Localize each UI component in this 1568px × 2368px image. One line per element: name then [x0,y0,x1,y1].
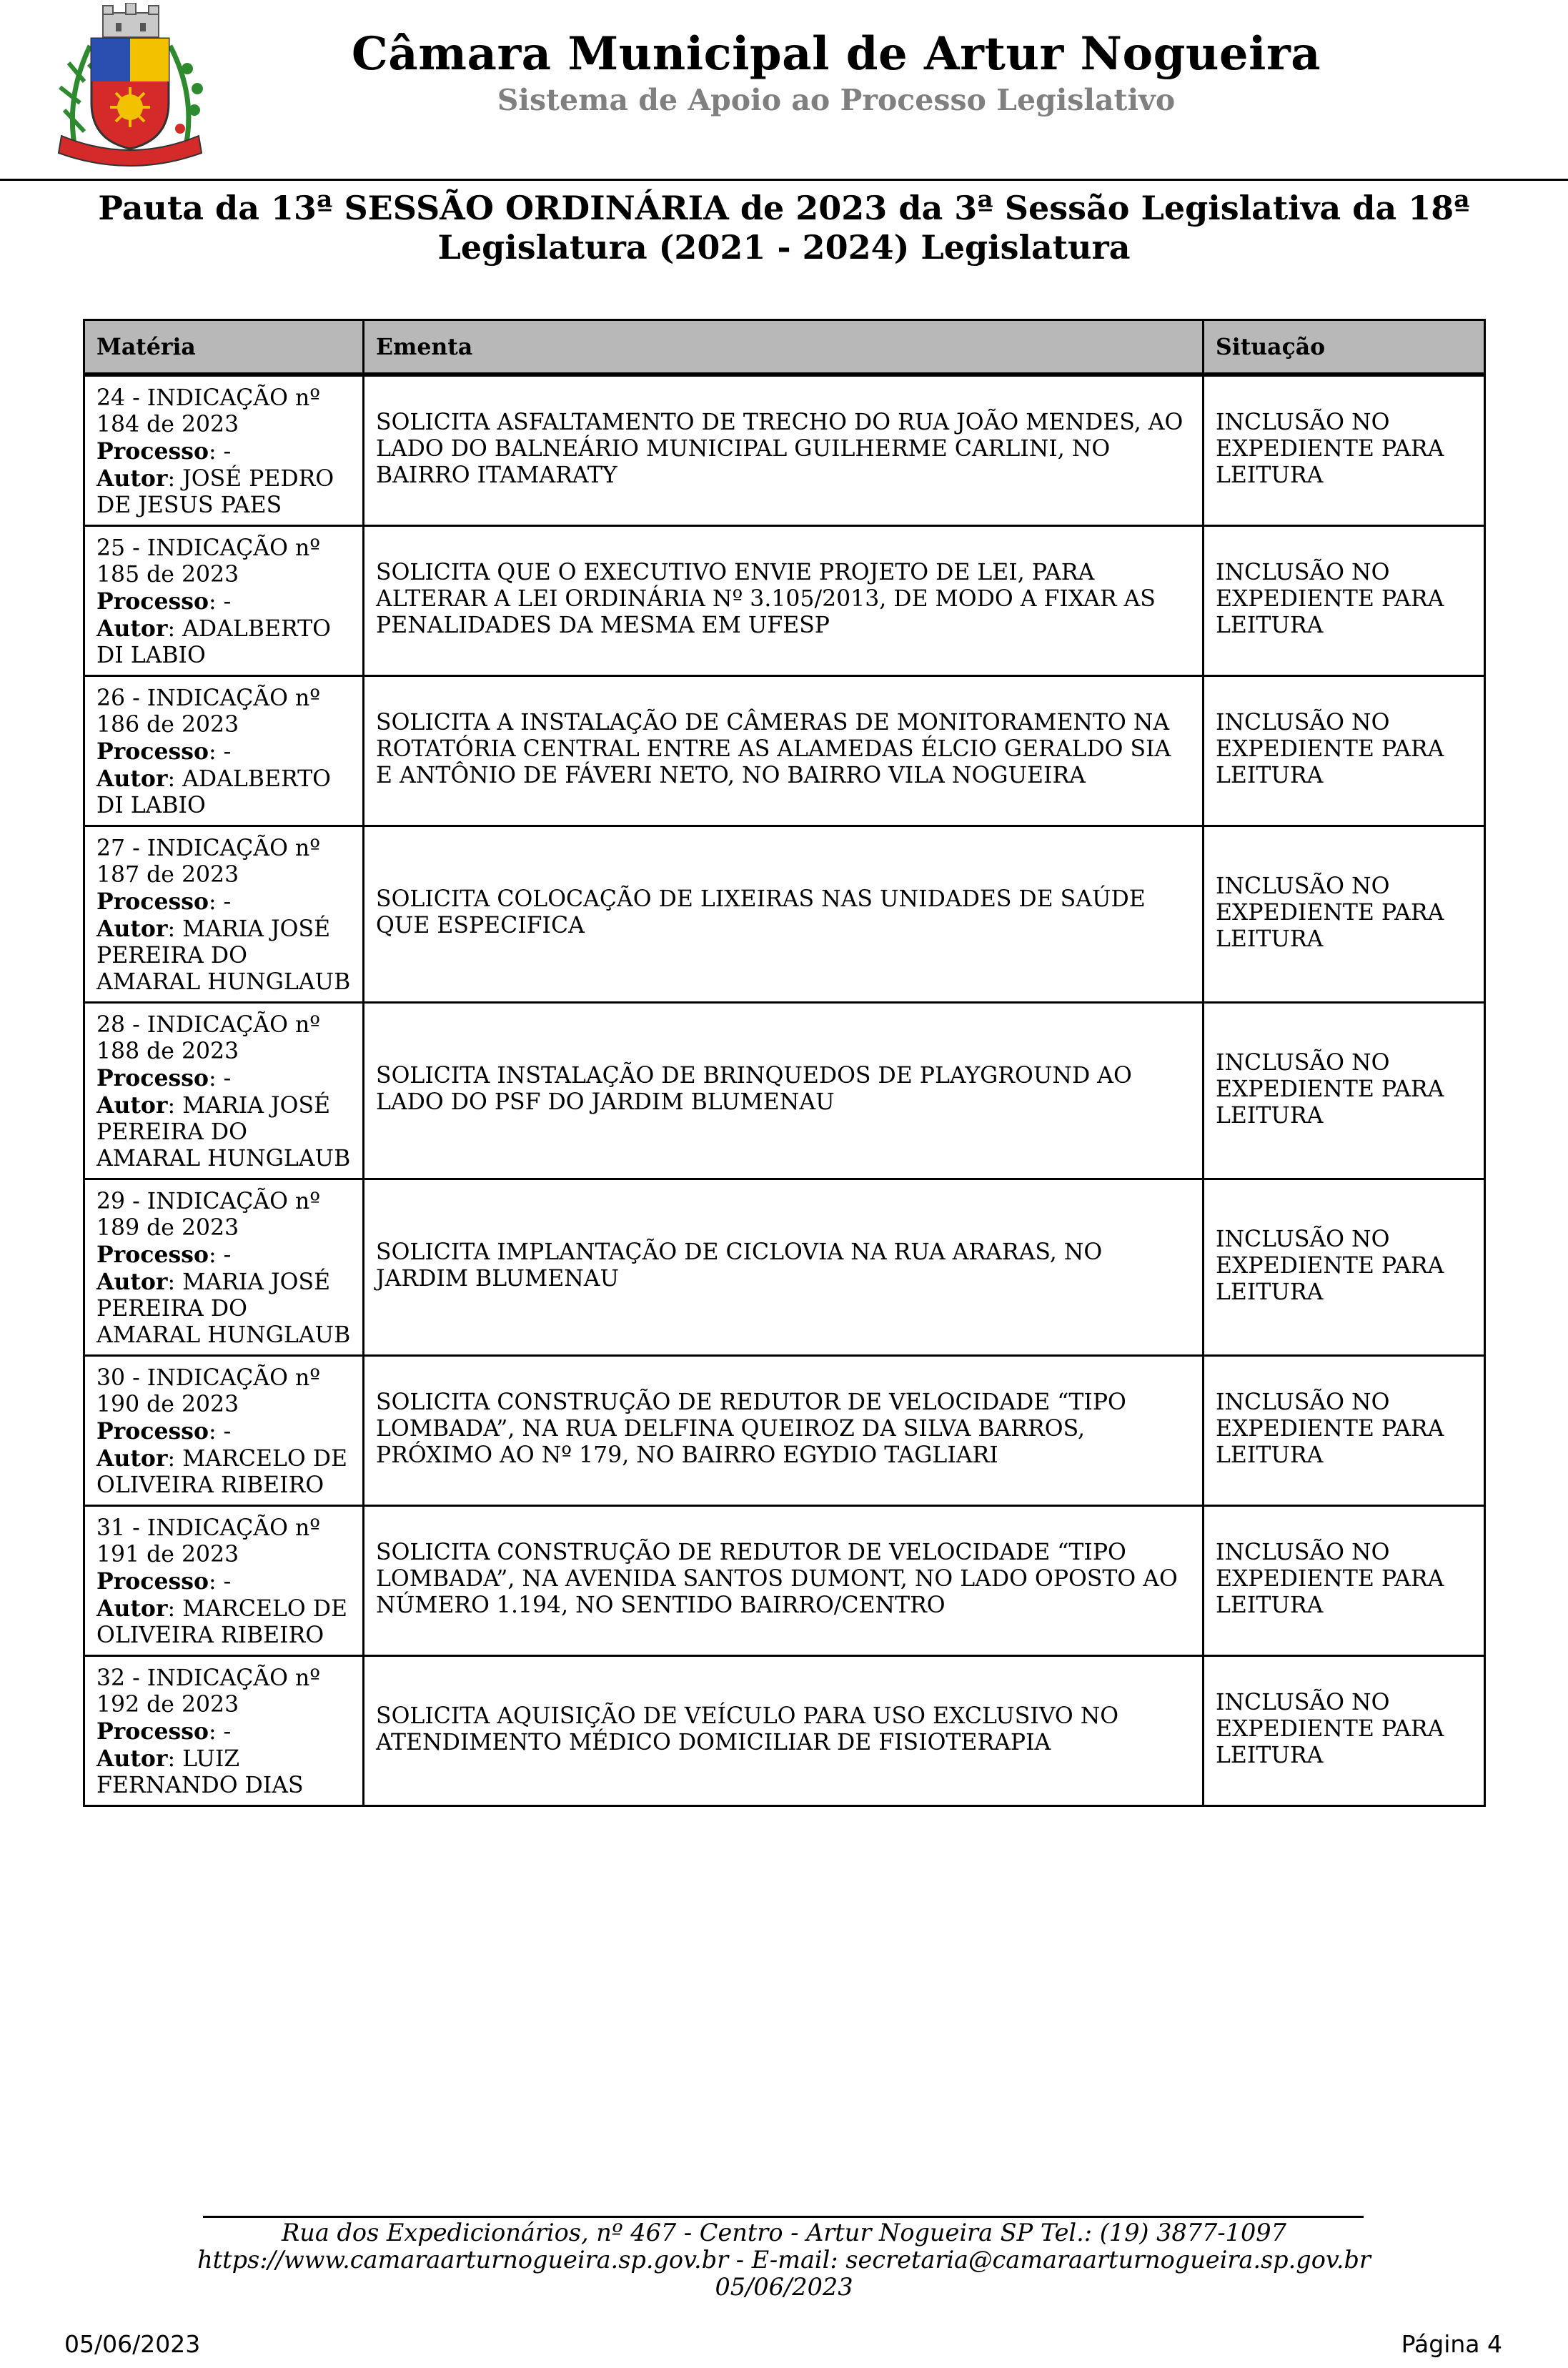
municipal-crest-logo [47,3,213,169]
cell-ementa: SOLICITA INSTALAÇÃO DE BRINQUEDOS DE PLAYGROUND AO LADO DO PSF DO JARDIM BLUMENAU [364,1003,1204,1179]
table-row [84,1003,1485,1179]
processo-value: : - [209,739,232,765]
materia-processo [96,438,351,465]
processo-label: Processo [96,1242,209,1268]
cell-ementa: SOLICITA AQUISIÇÃO DE VEÍCULO PARA USO EXCLUSIVO NO ATENDIMENTO MÉDICO DOMICILIAR DE FISIOTERAPIA [364,1656,1204,1806]
autor-label: Autor [96,1092,168,1119]
autor-value: : ADALBERTO DI LABIO [96,766,331,818]
processo-value: : - [209,1719,232,1745]
materia-processo [96,1718,351,1745]
table-row [84,676,1485,826]
footer-divider [203,2216,1364,2218]
cell-ementa: SOLICITA A INSTALAÇÃO DE CÂMERAS DE MONITORAMENTO NA ROTATÓRIA CENTRAL ENTRE AS ALAMEDAS ÉLCIO GERALDO SIA E ANTÔNIO DE FÁVERI NETO, NO BAIRRO VILA NOGUEIRA [364,676,1204,826]
materia-title: 26 - INDICAÇÃO nº 186 de 2023 [96,685,321,738]
autor-label: Autor [96,916,168,942]
cell-situacao: INCLUSÃO NO EXPEDIENTE PARA LEITURA [1204,676,1485,826]
org-subtitle: Sistema de Apoio ao Processo Legislativo [497,83,1176,117]
autor-value: : MARCELO DE OLIVEIRA RIBEIRO [96,1446,347,1498]
processo-label: Processo [96,1418,209,1445]
cell-situacao: INCLUSÃO NO EXPEDIENTE PARA LEITURA [1204,1003,1485,1179]
materia-autor [96,1269,351,1349]
cell-situacao: INCLUSÃO NO EXPEDIENTE PARA LEITURA [1204,526,1485,676]
page-header [0,0,1568,180]
materia-processo [96,1418,351,1445]
materia-processo [96,1065,351,1092]
cell-materia [84,1003,364,1179]
cell-situacao: INCLUSÃO NO EXPEDIENTE PARA LEITURA [1204,1506,1485,1656]
agenda-title: Pauta da 13ª SESSÃO ORDINÁRIA de 2023 da 3ª Sessão Legislativa da 18ª Legislatura (2021 - 2024) Legislatura [98,189,1470,267]
materia-processo [96,888,351,916]
materia-title: 28 - INDICAÇÃO nº 188 de 2023 [96,1012,321,1064]
cell-ementa: SOLICITA CONSTRUÇÃO DE REDUTOR DE VELOCIDADE “TIPO LOMBADA”, NA AVENIDA SANTOS DUMONT, NO LADO OPOSTO AO NÚMERO 1.194, NO SENTIDO BAIRRO/CENTRO [364,1506,1204,1656]
agenda-table [83,319,1486,1807]
materia-title: 25 - INDICAÇÃO nº 185 de 2023 [96,535,321,588]
footer-address: Rua dos Expedicionários, nº 467 - Centro - Artur Nogueira SP Tel.: (19) 3877-1097 https://www.camaraarturnogueira.sp.gov.br - E-mail: secretaria@camaraarturnogueira.sp.gov.br [197,2219,1371,2274]
table-row [84,1656,1485,1806]
page-number: Página 4 [1401,2330,1502,2358]
table-row [84,826,1485,1003]
cell-materia [84,1179,364,1356]
processo-value: : - [209,1419,232,1445]
processo-label: Processo [96,888,209,915]
cell-materia [84,676,364,826]
autor-value: : LUIZ FERNANDO DIAS [96,1746,304,1798]
cell-materia [84,375,364,526]
materia-processo [96,588,351,615]
cell-situacao: INCLUSÃO NO EXPEDIENTE PARA LEITURA [1204,826,1485,1003]
processo-value: : - [209,1569,232,1595]
autor-label: Autor [96,766,168,792]
autor-value: : ADALBERTO DI LABIO [96,616,331,668]
processo-value: : - [209,1242,232,1268]
cell-situacao: INCLUSÃO NO EXPEDIENTE PARA LEITURA [1204,1179,1485,1356]
org-name: Câmara Municipal de Artur Nogueira [351,27,1321,81]
cell-ementa: SOLICITA CONSTRUÇÃO DE REDUTOR DE VELOCIDADE “TIPO LOMBADA”, NA RUA DELFINA QUEIROZ DA SILVA BARROS, PRÓXIMO AO Nº 179, NO BAIRRO EGYDIO TAGLIARI [364,1356,1204,1506]
header-divider [0,179,1568,181]
cell-materia [84,526,364,676]
table-row [84,375,1485,526]
materia-title: 30 - INDICAÇÃO nº 190 de 2023 [96,1365,321,1417]
cell-ementa: SOLICITA COLOCAÇÃO DE LIXEIRAS NAS UNIDADES DE SAÚDE QUE ESPECIFICA [364,826,1204,1003]
materia-autor [96,465,351,519]
table-header-row [84,320,1485,375]
autor-value: : MARIA JOSÉ PEREIRA DO AMARAL HUNGLAUB [96,1093,351,1171]
processo-label: Processo [96,738,209,765]
autor-value: : MARCELO DE OLIVEIRA RIBEIRO [96,1596,347,1648]
processo-label: Processo [96,438,209,465]
materia-autor [96,1445,351,1499]
table-row [84,1506,1485,1656]
materia-processo [96,1568,351,1595]
autor-label: Autor [96,465,168,492]
materia-autor [96,1092,351,1172]
processo-value: : - [209,589,232,615]
cell-situacao: INCLUSÃO NO EXPEDIENTE PARA LEITURA [1204,1356,1485,1506]
table-row [84,1356,1485,1506]
print-date: 05/06/2023 [64,2330,201,2358]
cell-ementa: SOLICITA QUE O EXECUTIVO ENVIE PROJETO DE LEI, PARA ALTERAR A LEI ORDINÁRIA Nº 3.105/2013, DE MODO A FIXAR AS PENALIDADES DA MESMA EM UFESP [364,526,1204,676]
cell-materia [84,1506,364,1656]
column-header-situacao: Situação [1204,320,1485,375]
cell-materia [84,1356,364,1506]
processo-label: Processo [96,588,209,615]
materia-title: 31 - INDICAÇÃO nº 191 de 2023 [96,1515,321,1567]
autor-value: : MARIA JOSÉ PEREIRA DO AMARAL HUNGLAUB [96,916,351,995]
cell-ementa: SOLICITA IMPLANTAÇÃO DE CICLOVIA NA RUA ARARAS, NO JARDIM BLUMENAU [364,1179,1204,1356]
autor-value: : MARIA JOSÉ PEREIRA DO AMARAL HUNGLAUB [96,1269,351,1348]
materia-title: 27 - INDICAÇÃO nº 187 de 2023 [96,836,321,888]
processo-value: : - [209,439,232,465]
footer-contact [186,2219,1382,2301]
processo-label: Processo [96,1568,209,1595]
footer-date: 05/06/2023 [715,2273,853,2301]
processo-value: : - [209,889,232,915]
column-header-ementa: Ementa [364,320,1204,375]
autor-label: Autor [96,615,168,642]
autor-label: Autor [96,1269,168,1295]
materia-title: 29 - INDICAÇÃO nº 189 de 2023 [96,1189,321,1241]
materia-autor [96,615,351,669]
materia-autor [96,916,351,996]
materia-title: 24 - INDICAÇÃO nº 184 de 2023 [96,385,321,437]
autor-value: : JOSÉ PEDRO DE JESUS PAES [96,466,334,518]
cell-situacao: INCLUSÃO NO EXPEDIENTE PARA LEITURA [1204,375,1485,526]
cell-ementa: SOLICITA ASFALTAMENTO DE TRECHO DO RUA JOÃO MENDES, AO LADO DO BALNEÁRIO MUNICIPAL GUILHERME CARLINI, NO BAIRRO ITAMARATY [364,375,1204,526]
materia-autor [96,1745,351,1799]
table-row [84,1179,1485,1356]
cell-materia [84,1656,364,1806]
autor-label: Autor [96,1445,168,1472]
materia-title: 32 - INDICAÇÃO nº 192 de 2023 [96,1665,321,1718]
processo-label: Processo [96,1718,209,1745]
table-body [84,375,1485,1806]
cell-materia [84,826,364,1003]
processo-label: Processo [96,1065,209,1091]
autor-label: Autor [96,1745,168,1772]
materia-autor [96,766,351,819]
table-row [84,526,1485,676]
autor-label: Autor [96,1595,168,1622]
materia-processo [96,1242,351,1269]
processo-value: : - [209,1066,232,1091]
column-header-materia: Matéria [84,320,364,375]
cell-situacao: INCLUSÃO NO EXPEDIENTE PARA LEITURA [1204,1656,1485,1806]
materia-processo [96,738,351,766]
materia-autor [96,1595,351,1649]
